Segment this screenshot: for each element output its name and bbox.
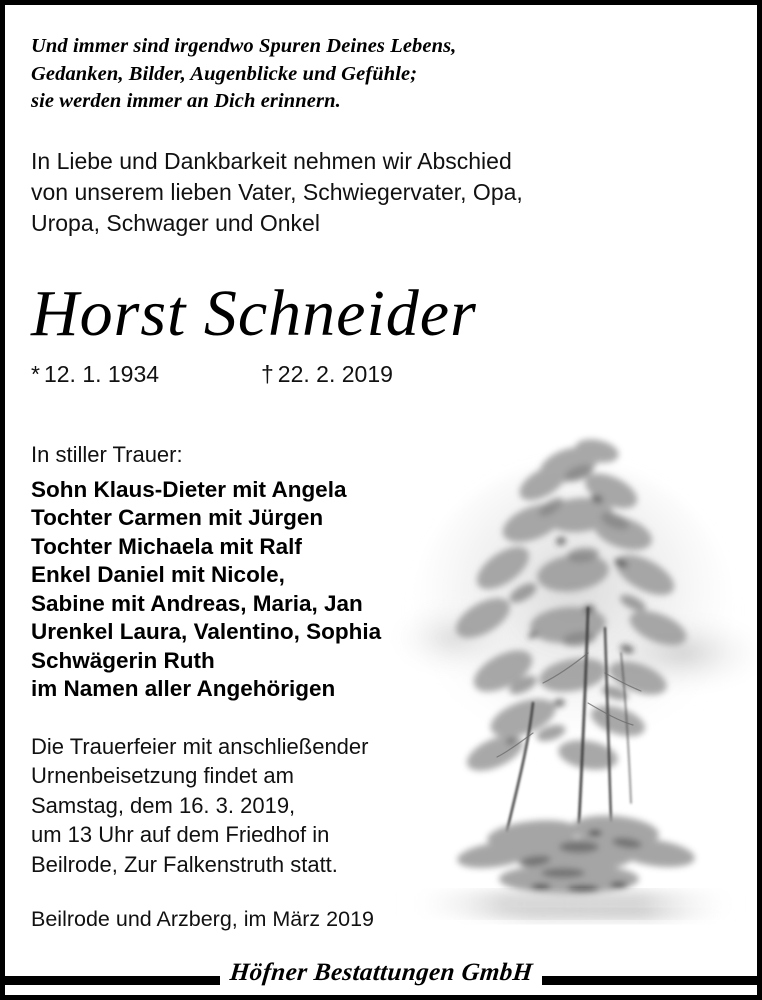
family-member-line: Enkel Daniel mit Nicole,	[31, 562, 285, 587]
deceased-name: Horst Schneider	[31, 276, 477, 350]
ceremony-line: Samstag, dem 16. 3. 2019,	[31, 792, 296, 818]
epigraph-line: sie werden immer an Dich erinnern.	[31, 90, 341, 112]
epigraph-line: Und immer sind irgendwo Spuren Deines Lebens,	[31, 35, 457, 57]
ceremony-line: um 13 Uhr auf dem Friedhof in	[31, 822, 330, 847]
intro-text	[31, 146, 731, 239]
family-member-line: im Namen aller Angehörigen	[31, 676, 336, 701]
birth-star-icon: *	[31, 360, 40, 387]
family-member-line: Sohn Klaus-Dieter mit Angela	[31, 476, 347, 502]
life-dates	[31, 361, 731, 388]
funeral-home-name: Höfner Bestattungen GmbH	[228, 959, 534, 986]
place-and-date: Beilrode und Arzberg, im März 2019	[31, 907, 374, 931]
death-date-value: 22. 2. 2019	[277, 360, 393, 387]
ceremony-details	[31, 732, 731, 880]
epigraph-line: Gedanken, Bilder, Augenblicke und Gefühle;	[31, 62, 418, 85]
family-member-line: Urenkel Laura, Valentino, Sophia	[31, 619, 382, 644]
family-member-line: Tochter Carmen mit Jürgen	[31, 505, 324, 530]
intro-line: von unserem lieben Vater, Schwiegervater, Opa,	[31, 178, 523, 205]
ceremony-line: Urnenbeisetzung findet am	[31, 763, 294, 788]
family-member-line: Tochter Michaela mit Ralf	[31, 533, 302, 559]
ceremony-line: Beilrode, Zur Falkenstruth statt.	[31, 851, 338, 877]
family-list	[31, 476, 731, 704]
ceremony-line: Die Trauerfeier mit anschließender	[31, 733, 369, 759]
footer-rule-right	[542, 976, 757, 985]
intro-line: Uropa, Schwager und Onkel	[31, 209, 320, 236]
footer	[5, 941, 757, 987]
death-cross-icon: †	[261, 360, 274, 387]
birth-date	[31, 361, 261, 388]
intro-line: In Liebe und Dankbarkeit nehmen wir Abschied	[31, 147, 512, 174]
epigraph	[31, 5, 731, 116]
family-member-line: Sabine mit Andreas, Maria, Jan	[31, 590, 363, 616]
birth-date-value: 12. 1. 1934	[43, 360, 160, 387]
footer-rule-left	[5, 976, 220, 985]
family-member-line: Schwägerin Ruth	[31, 647, 215, 673]
death-date	[261, 361, 393, 388]
notice-content	[5, 5, 757, 934]
mourning-heading: In stiller Trauer:	[31, 441, 183, 467]
